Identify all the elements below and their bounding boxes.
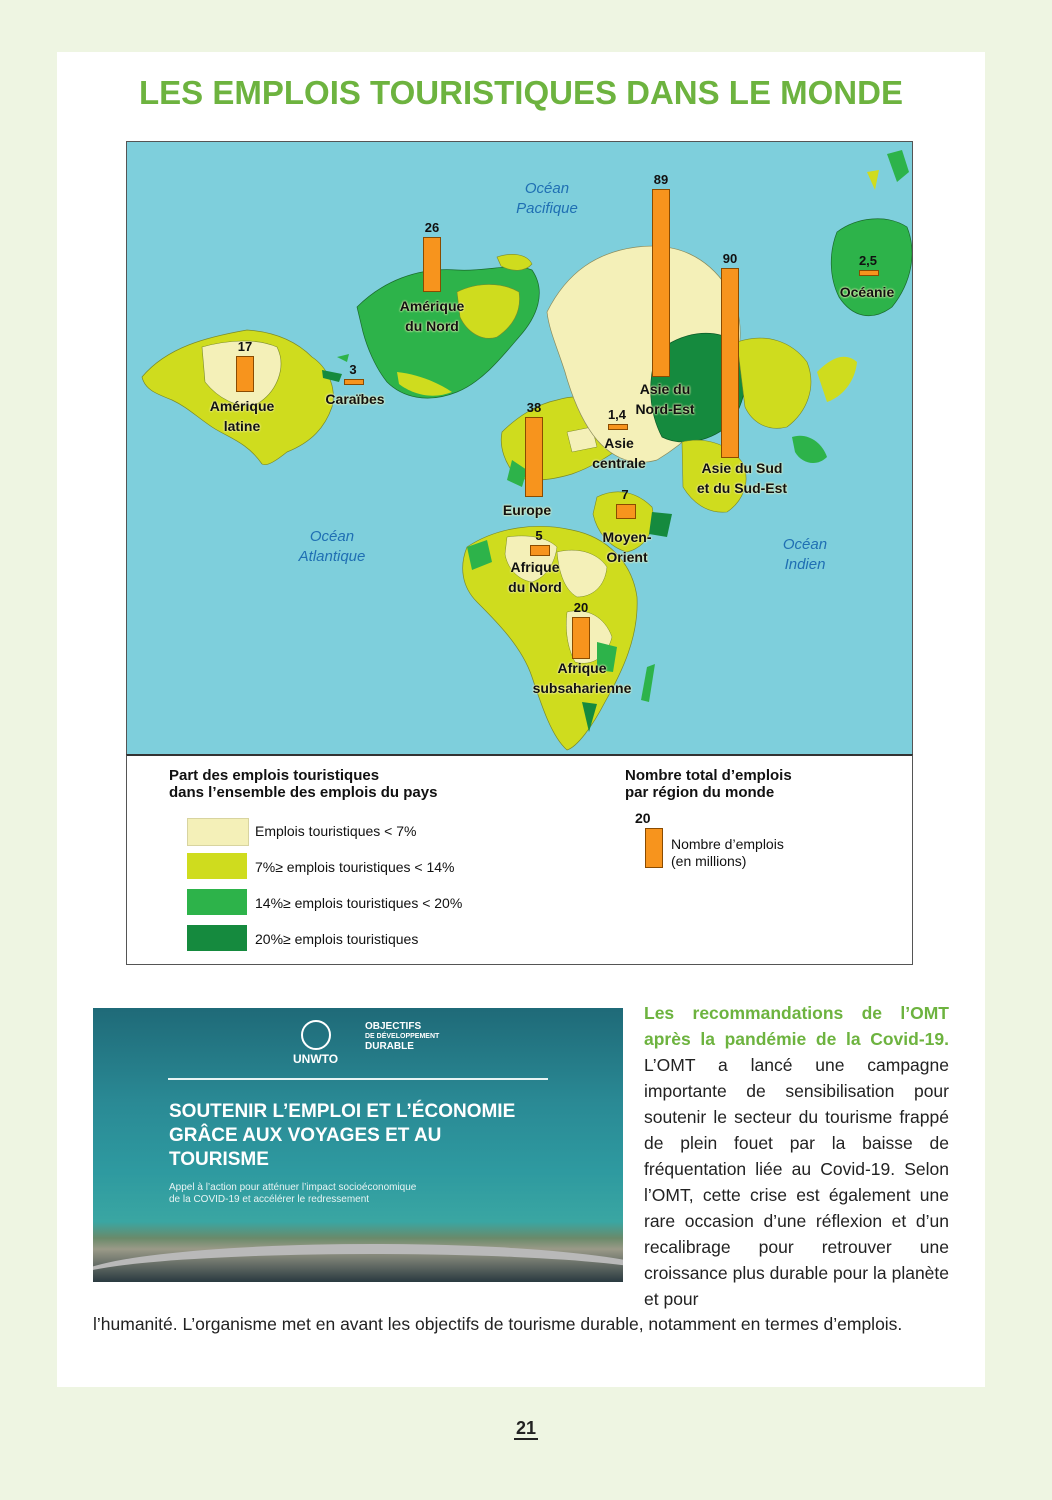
bar-value-asie-sud-est: 90 [722, 251, 738, 266]
legend-swatch-ge20 [187, 925, 247, 951]
campaign-headline [169, 1100, 569, 1172]
region-label-asie-centrale: Asie centrale [592, 435, 646, 471]
unwto-logo [293, 1020, 338, 1066]
page-number-text: 21 [515, 1418, 537, 1438]
region-label-moyen-orient: Moyen- Orient [602, 529, 652, 565]
legend-class-label: Emplois touristiques < 7% [255, 823, 417, 839]
legend-sample-bar [645, 828, 663, 868]
bar-value-amerique-latine: 17 [237, 339, 253, 355]
odd-logo-line: OBJECTIFS [365, 1021, 422, 1032]
bar-value-oceanie: 2,5 [858, 253, 878, 268]
legend-swatch-lt7 [187, 818, 249, 846]
odd-logo-line: DURABLE [365, 1041, 414, 1052]
bar-value-europe: 38 [526, 399, 542, 415]
region-label-afrique-subsaharienne: Afrique subsaharienne [532, 660, 632, 696]
legend-sample-value: 20 [635, 810, 651, 826]
bar-moyen-orient [616, 504, 636, 519]
bar-europe [525, 417, 543, 497]
bar-amerique-nord [423, 237, 441, 292]
road-shape [93, 1244, 623, 1282]
ocean-label: Océan Atlantique [298, 528, 366, 565]
bar-value-asie-centrale: 1,4 [607, 407, 627, 422]
page-number [0, 1418, 1052, 1439]
odd-logo [365, 1022, 439, 1052]
region-label-afrique-nord: Afrique du Nord [508, 559, 562, 595]
bar-afrique-nord [530, 545, 550, 556]
bar-asie-centrale [608, 424, 628, 430]
region-label-amerique-latine: Amérique latine [209, 398, 275, 434]
page-title: LES EMPLOIS TOURISTIQUES DANS LE MONDE [139, 74, 903, 111]
legend-share-title [169, 767, 437, 801]
bar-value-amerique-nord: 26 [424, 220, 440, 236]
world-map [126, 141, 913, 755]
headline-line: GRÂCE AUX VOYAGES ET AU [169, 1125, 442, 1146]
subline-line: de la COVID-19 et accélérer le redressement [169, 1194, 370, 1205]
bar-value-afrique-nord: 5 [535, 528, 543, 544]
headline-line: SOUTENIR L’EMPLOI ET L’ÉCONOMIE [169, 1101, 516, 1122]
page [57, 52, 985, 1387]
unwto-campaign-image [93, 1008, 623, 1282]
bar-value-afrique-subsaharienne: 20 [573, 599, 589, 615]
legend-share-title-line: Part des emplois touristiques [169, 767, 380, 784]
ocean-label: Océan Pacifique [516, 180, 578, 217]
bar-afrique-subsaharienne [572, 617, 590, 659]
legend-swatch-14-20 [187, 889, 247, 915]
legend-share-title-line: dans l’ensemble des emplois du pays [169, 784, 438, 801]
region-label-amerique-nord: Amérique du Nord [399, 298, 465, 334]
divider [168, 1078, 548, 1080]
article-body: L’OMT a lancé une campagne importante de sensibilisation pour soutenir le secteur du tourisme frappé de plein fouet par la baisse de fréquentation liée au Covid-19. Selon l’OMT, cette crise est également une rare occasion d’une réflexion et d’un recalibrage pour retrouver une croissance plus durable pour la planète et pour [644, 1055, 949, 1309]
bar-asie-nord-est [652, 189, 670, 377]
region-label-oceanie: Océanie [839, 284, 895, 300]
map-legend [126, 754, 913, 965]
legend-swatch-7-14 [187, 853, 247, 879]
bar-amerique-latine [236, 356, 254, 392]
region-label-europe: Europe [502, 502, 552, 518]
article-body-continued: l’humanité. L’organisme met en avant les objectifs de tourisme durable, notamment en termes d’emplois. [93, 1314, 903, 1334]
map-landmass [127, 142, 912, 754]
bar-value-asie-nord-est: 89 [653, 172, 669, 188]
legend-class-label: 20%≥ emplois touristiques [255, 931, 419, 947]
campaign-subline [169, 1182, 469, 1206]
headline-line: TOURISME [169, 1149, 269, 1170]
bar-value-caraibes: 3 [349, 361, 357, 377]
article-column [644, 1000, 949, 1312]
region-label-caraibes: Caraïbes [325, 391, 385, 407]
legend-total-title [625, 767, 792, 801]
legend-class-label: 7%≥ emplois touristiques < 14% [255, 859, 455, 875]
odd-logo-line: DE DÉVELOPPEMENT [365, 1033, 440, 1040]
bar-asie-sud-est [721, 268, 739, 458]
bar-caraibes [344, 379, 364, 385]
subline-line: Appel à l’action pour atténuer l’impact socioéconomique [169, 1182, 417, 1193]
region-label-asie-sud-est: Asie du Sud et du Sud-Est [696, 460, 788, 496]
unwto-logo-text: UNWTO [293, 1052, 339, 1066]
article-heading: Les recommandations de l’OMT après la pandémie de la Covid-19. [644, 1003, 949, 1049]
legend-sample-label-line: (en millions) [671, 853, 747, 869]
region-label-asie-nord-est: Asie du Nord-Est [635, 381, 695, 417]
ocean-label: Océan Indien [782, 536, 828, 573]
bar-oceanie [859, 270, 879, 276]
legend-class-label: 14%≥ emplois touristiques < 20% [255, 895, 463, 911]
legend-total-title-line: par région du monde [625, 784, 775, 801]
bar-value-moyen-orient: 7 [621, 487, 629, 503]
legend-sample-label [671, 836, 784, 870]
legend-total-title-line: Nombre total d’emplois [625, 767, 792, 784]
legend-sample-label-line: Nombre d’emplois [671, 836, 784, 852]
